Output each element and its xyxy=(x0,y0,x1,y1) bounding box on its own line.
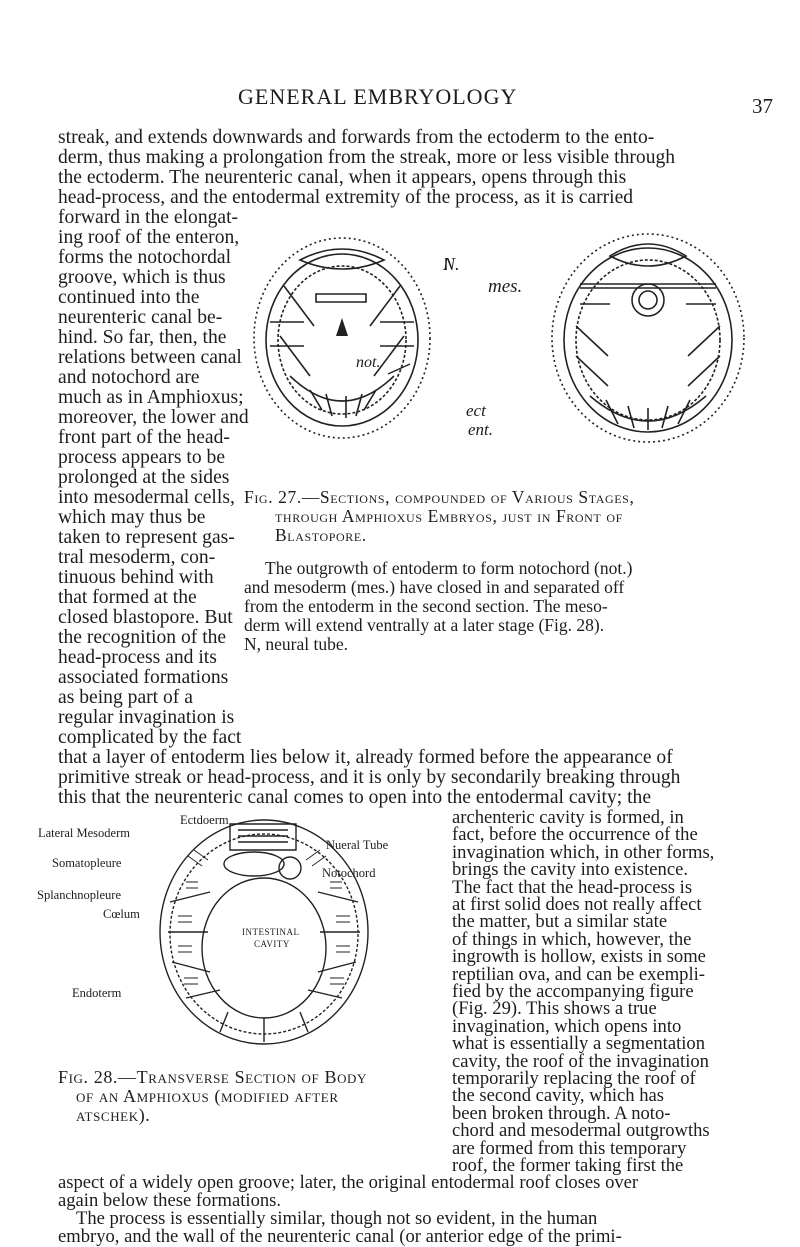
body-line: that a layer of entoderm lies below it, already formed before the appearance of xyxy=(58,747,673,768)
body-line: tral mesoderm, con- xyxy=(58,547,216,568)
body-line: invagination which, in other forms, xyxy=(452,841,715,863)
fig27-legend-line: The outgrowth of entoderm to form notochord (not.) xyxy=(265,558,633,578)
body-line: chord and mesodermal outgrowths xyxy=(452,1120,710,1142)
fig28-label-somatopleure: Somatopleure xyxy=(52,856,122,870)
fig28-caption-line: Fig. 28.—Transverse Section of Body xyxy=(58,1067,368,1087)
body-line: groove, which is thus xyxy=(58,267,226,288)
body-line: the matter, but a similar state xyxy=(452,911,668,933)
body-line: again below these formations. xyxy=(58,1190,282,1212)
body-line: embryo, and the wall of the neurenteric canal (or anterior edge of the primi- xyxy=(58,1226,622,1247)
body-line: head-process, and the entodermal extremity of the process, as it is carried xyxy=(58,187,634,208)
body-line: ing roof of the enteron, xyxy=(58,227,240,248)
fig27-legend-line: N, neural tube. xyxy=(244,634,348,654)
body-line: fied by the accompanying figure xyxy=(452,981,694,1002)
fig27-label-mes: mes. xyxy=(488,276,523,297)
fig28-label-splanchnopleure: Splanchnopleure xyxy=(37,888,122,902)
body-line: which may thus be xyxy=(58,507,206,528)
body-line: neurenteric canal be- xyxy=(58,307,223,328)
fig28-label-cavity: CAVITY xyxy=(254,939,290,949)
body-line: associated formations xyxy=(58,667,229,688)
fig28-caption-line: atschek). xyxy=(76,1105,151,1125)
fig27-legend-line: derm will extend ventrally at a later stage (Fig. 28). xyxy=(244,615,605,635)
body-line: prolonged at the sides xyxy=(58,467,230,488)
body-line: The process is essentially similar, though not so evident, in the human xyxy=(76,1208,598,1230)
body-line: derm, thus making a prolongation from the streak, more or less visible through xyxy=(58,147,676,168)
body-line: reptilian ova, and can be exempli- xyxy=(452,963,705,985)
fig27-legend-line: from the entoderm in the second section. The meso- xyxy=(244,596,608,616)
body-line: at first solid does not really affect xyxy=(452,894,702,915)
body-line: brings the cavity into existence. xyxy=(452,859,688,881)
body-line: much as in Amphioxus; xyxy=(58,387,244,408)
fig27-caption-line: Fig. 27.—Sections, compounded of Various Stages, xyxy=(244,487,635,507)
body-line: tinuous behind with xyxy=(58,567,214,588)
fig28-label-ectdoerm: Ectdoerm xyxy=(180,813,229,827)
fig27-label-n: N. xyxy=(443,254,460,274)
body-line: into mesodermal cells, xyxy=(58,487,235,508)
fig27-label-ent: ent. xyxy=(468,420,494,439)
page-number: 37 xyxy=(752,94,773,118)
body-line: been broken through. A noto- xyxy=(452,1102,671,1124)
body-line: the recognition of the xyxy=(58,627,227,648)
body-line: ingrowth is hollow, exists in some xyxy=(452,946,706,968)
body-line: and notochord are xyxy=(58,367,200,388)
body-line: moreover, the lower and xyxy=(58,407,249,428)
body-line: roof, the former taking first the xyxy=(452,1155,684,1176)
body-line: relations between canal xyxy=(58,347,242,368)
body-line: process appears to be xyxy=(58,447,226,468)
fig27-label-not: not. xyxy=(356,354,381,371)
fig28-label-coelum: Cœlum xyxy=(103,907,140,921)
body-line: that formed at the xyxy=(58,587,197,608)
figure-27-illustration xyxy=(250,226,750,448)
body-line: continued into the xyxy=(58,287,200,308)
body-line: temporarily replacing the roof of xyxy=(452,1068,696,1089)
body-line: streak, and extends downwards and forwards from the ectoderm to the ento- xyxy=(58,127,655,148)
fig27-caption-line: through Amphioxus Embryos, just in Front of xyxy=(275,506,623,526)
body-line: complicated by the fact xyxy=(58,727,242,748)
fig28-caption-line: of an Amphioxus (modified after xyxy=(76,1086,339,1106)
body-line: cavity, the roof of the invagination xyxy=(452,1050,709,1072)
running-header: GENERAL EMBRYOLOGY xyxy=(238,84,518,109)
body-line: the second cavity, which has xyxy=(452,1085,665,1107)
body-line: are formed from this temporary xyxy=(452,1137,687,1159)
body-line: The fact that the head-process is xyxy=(452,876,693,898)
body-line: as being part of a xyxy=(58,687,193,708)
fig28-label-endoterm: Endoterm xyxy=(72,986,122,1000)
body-line: fact, before the occurrence of the xyxy=(452,824,698,846)
body-line: regular invagination is xyxy=(58,707,235,728)
body-line: (Fig. 29). This shows a true xyxy=(452,998,657,1020)
fig28-label-nueral-tube: Nueral Tube xyxy=(326,838,389,852)
body-line: invagination, which opens into xyxy=(452,1015,682,1037)
body-line: the ectoderm. The neurenteric canal, when it appears, opens through this xyxy=(58,167,627,188)
body-line: forms the notochordal xyxy=(58,247,232,268)
fig27-caption-line: Blastopore. xyxy=(275,525,367,545)
fig27-label-ect: ect xyxy=(466,401,486,420)
body-line: what is essentially a segmentation xyxy=(452,1033,706,1055)
body-line: forward in the elongat- xyxy=(58,207,239,228)
body-line: head-process and its xyxy=(58,647,217,668)
body-line: aspect of a widely open groove; later, the original entodermal roof closes over xyxy=(58,1172,639,1194)
body-line: of things in which, however, the xyxy=(452,928,692,950)
fig28-label-notochord: Notochord xyxy=(322,866,376,880)
body-line: closed blastopore. But xyxy=(58,607,233,628)
body-line: front part of the head- xyxy=(58,427,230,448)
body-line: primitive streak or head-process, and it is only by secondarily breaking through xyxy=(58,767,681,788)
body-line: hind. So far, then, the xyxy=(58,327,227,348)
fig27-legend-line: and mesoderm (mes.) have closed in and separated off xyxy=(244,577,625,597)
body-line: taken to represent gas- xyxy=(58,527,235,548)
body-line: this that the neurenteric canal comes to open into the entodermal cavity; the xyxy=(58,787,652,808)
fig28-label-lateral-mesoderm: Lateral Mesoderm xyxy=(38,826,130,840)
body-line: archenteric cavity is formed, in xyxy=(452,807,684,828)
fig28-label-intestinal: INTESTINAL xyxy=(242,927,300,937)
